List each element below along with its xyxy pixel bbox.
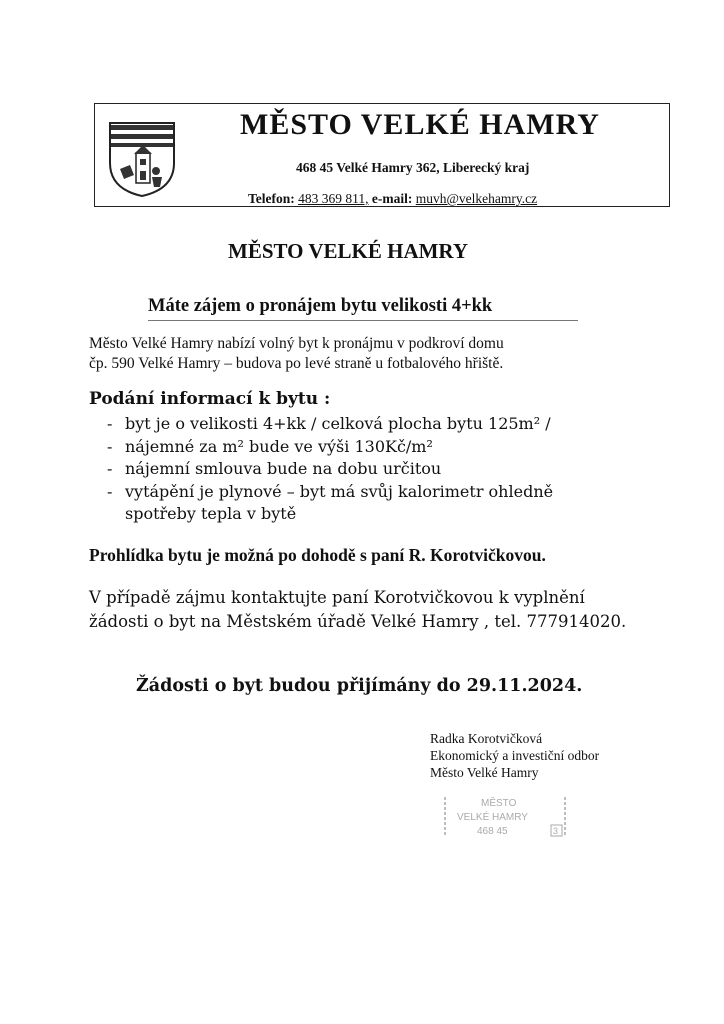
list-item-text: byt je o velikosti 4+kk / celková plocha bytu 125m² / xyxy=(125,414,551,433)
signer-organization: Město Velké Hamry xyxy=(430,765,539,780)
official-stamp-icon xyxy=(443,793,568,839)
list-item: - vytápění je plynové – byt má svůj kalorimetr ohledně spotřeby tepla v bytě xyxy=(107,481,553,526)
list-item: - byt je o velikosti 4+kk / celková plocha bytu 125m² / xyxy=(107,414,551,433)
signer-department: Ekonomický a investiční odbor xyxy=(430,748,600,763)
info-list xyxy=(107,413,553,526)
intro-line: čp. 590 Velké Hamry – budova po levé straně u fotbalového hřiště. xyxy=(89,355,504,372)
intro-paragraph xyxy=(89,334,504,374)
document-title: MĚSTO VELKÉ HAMRY xyxy=(228,239,469,263)
letterhead-contact xyxy=(248,191,537,207)
letterhead-title: MĚSTO VELKÉ HAMRY xyxy=(240,108,600,141)
email-link[interactable]: muvh@velkehamry.cz xyxy=(415,191,538,206)
info-heading: Podání informací k bytu : xyxy=(89,389,331,409)
signer-name: Radka Korotvičková xyxy=(430,731,543,746)
list-item-text: nájemní smlouva bude na dobu určitou xyxy=(125,459,442,478)
list-item-continuation: spotřeby tepla v bytě xyxy=(125,504,297,523)
contact-line: V případě zájmu kontaktujte paní Korotvičkovou k vyplnění xyxy=(89,588,585,607)
letterhead-address: 468 45 Velké Hamry 362, Liberecký kraj xyxy=(296,160,530,175)
signature-block xyxy=(430,730,599,781)
stamp-line1: MĚSTO xyxy=(481,798,517,809)
coat-of-arms-icon xyxy=(106,119,178,199)
deadline-note: Žádosti o byt budou přijímány do 29.11.2024. xyxy=(136,676,583,696)
contact-paragraph xyxy=(89,586,626,634)
visit-note: Prohlídka bytu je možná po dohodě s paní R. Korotvičkovou. xyxy=(89,545,546,565)
phone-number: 483 369 811, xyxy=(298,191,369,206)
stamp-number: 3 xyxy=(553,826,559,836)
phone-label: Telefon: xyxy=(248,191,295,206)
subtitle-underline xyxy=(148,320,578,321)
list-item-text: vytápění je plynové – byt má svůj kalorimetr ohledně xyxy=(125,481,554,501)
list-item-text: nájemné za m² bude ve výši 130Kč/m² xyxy=(125,436,433,456)
stamp-line2: VELKÉ HAMRY xyxy=(457,812,528,823)
email-label: e-mail: xyxy=(371,191,413,206)
list-item: - nájemné za m² bude ve výši 130Kč/m² xyxy=(107,436,433,456)
stamp-line3: 468 45 xyxy=(477,826,508,837)
list-item: - nájemní smlouva bude na dobu určitou xyxy=(107,459,442,478)
intro-line: Město Velké Hamry nabízí volný byt k pronájmu v podkroví domu xyxy=(89,335,504,352)
contact-line: žádosti o byt na Městském úřadě Velké Hamry , tel. 777914020. xyxy=(89,612,627,631)
document-subtitle: Máte zájem o pronájem bytu velikosti 4+kk xyxy=(148,296,493,316)
